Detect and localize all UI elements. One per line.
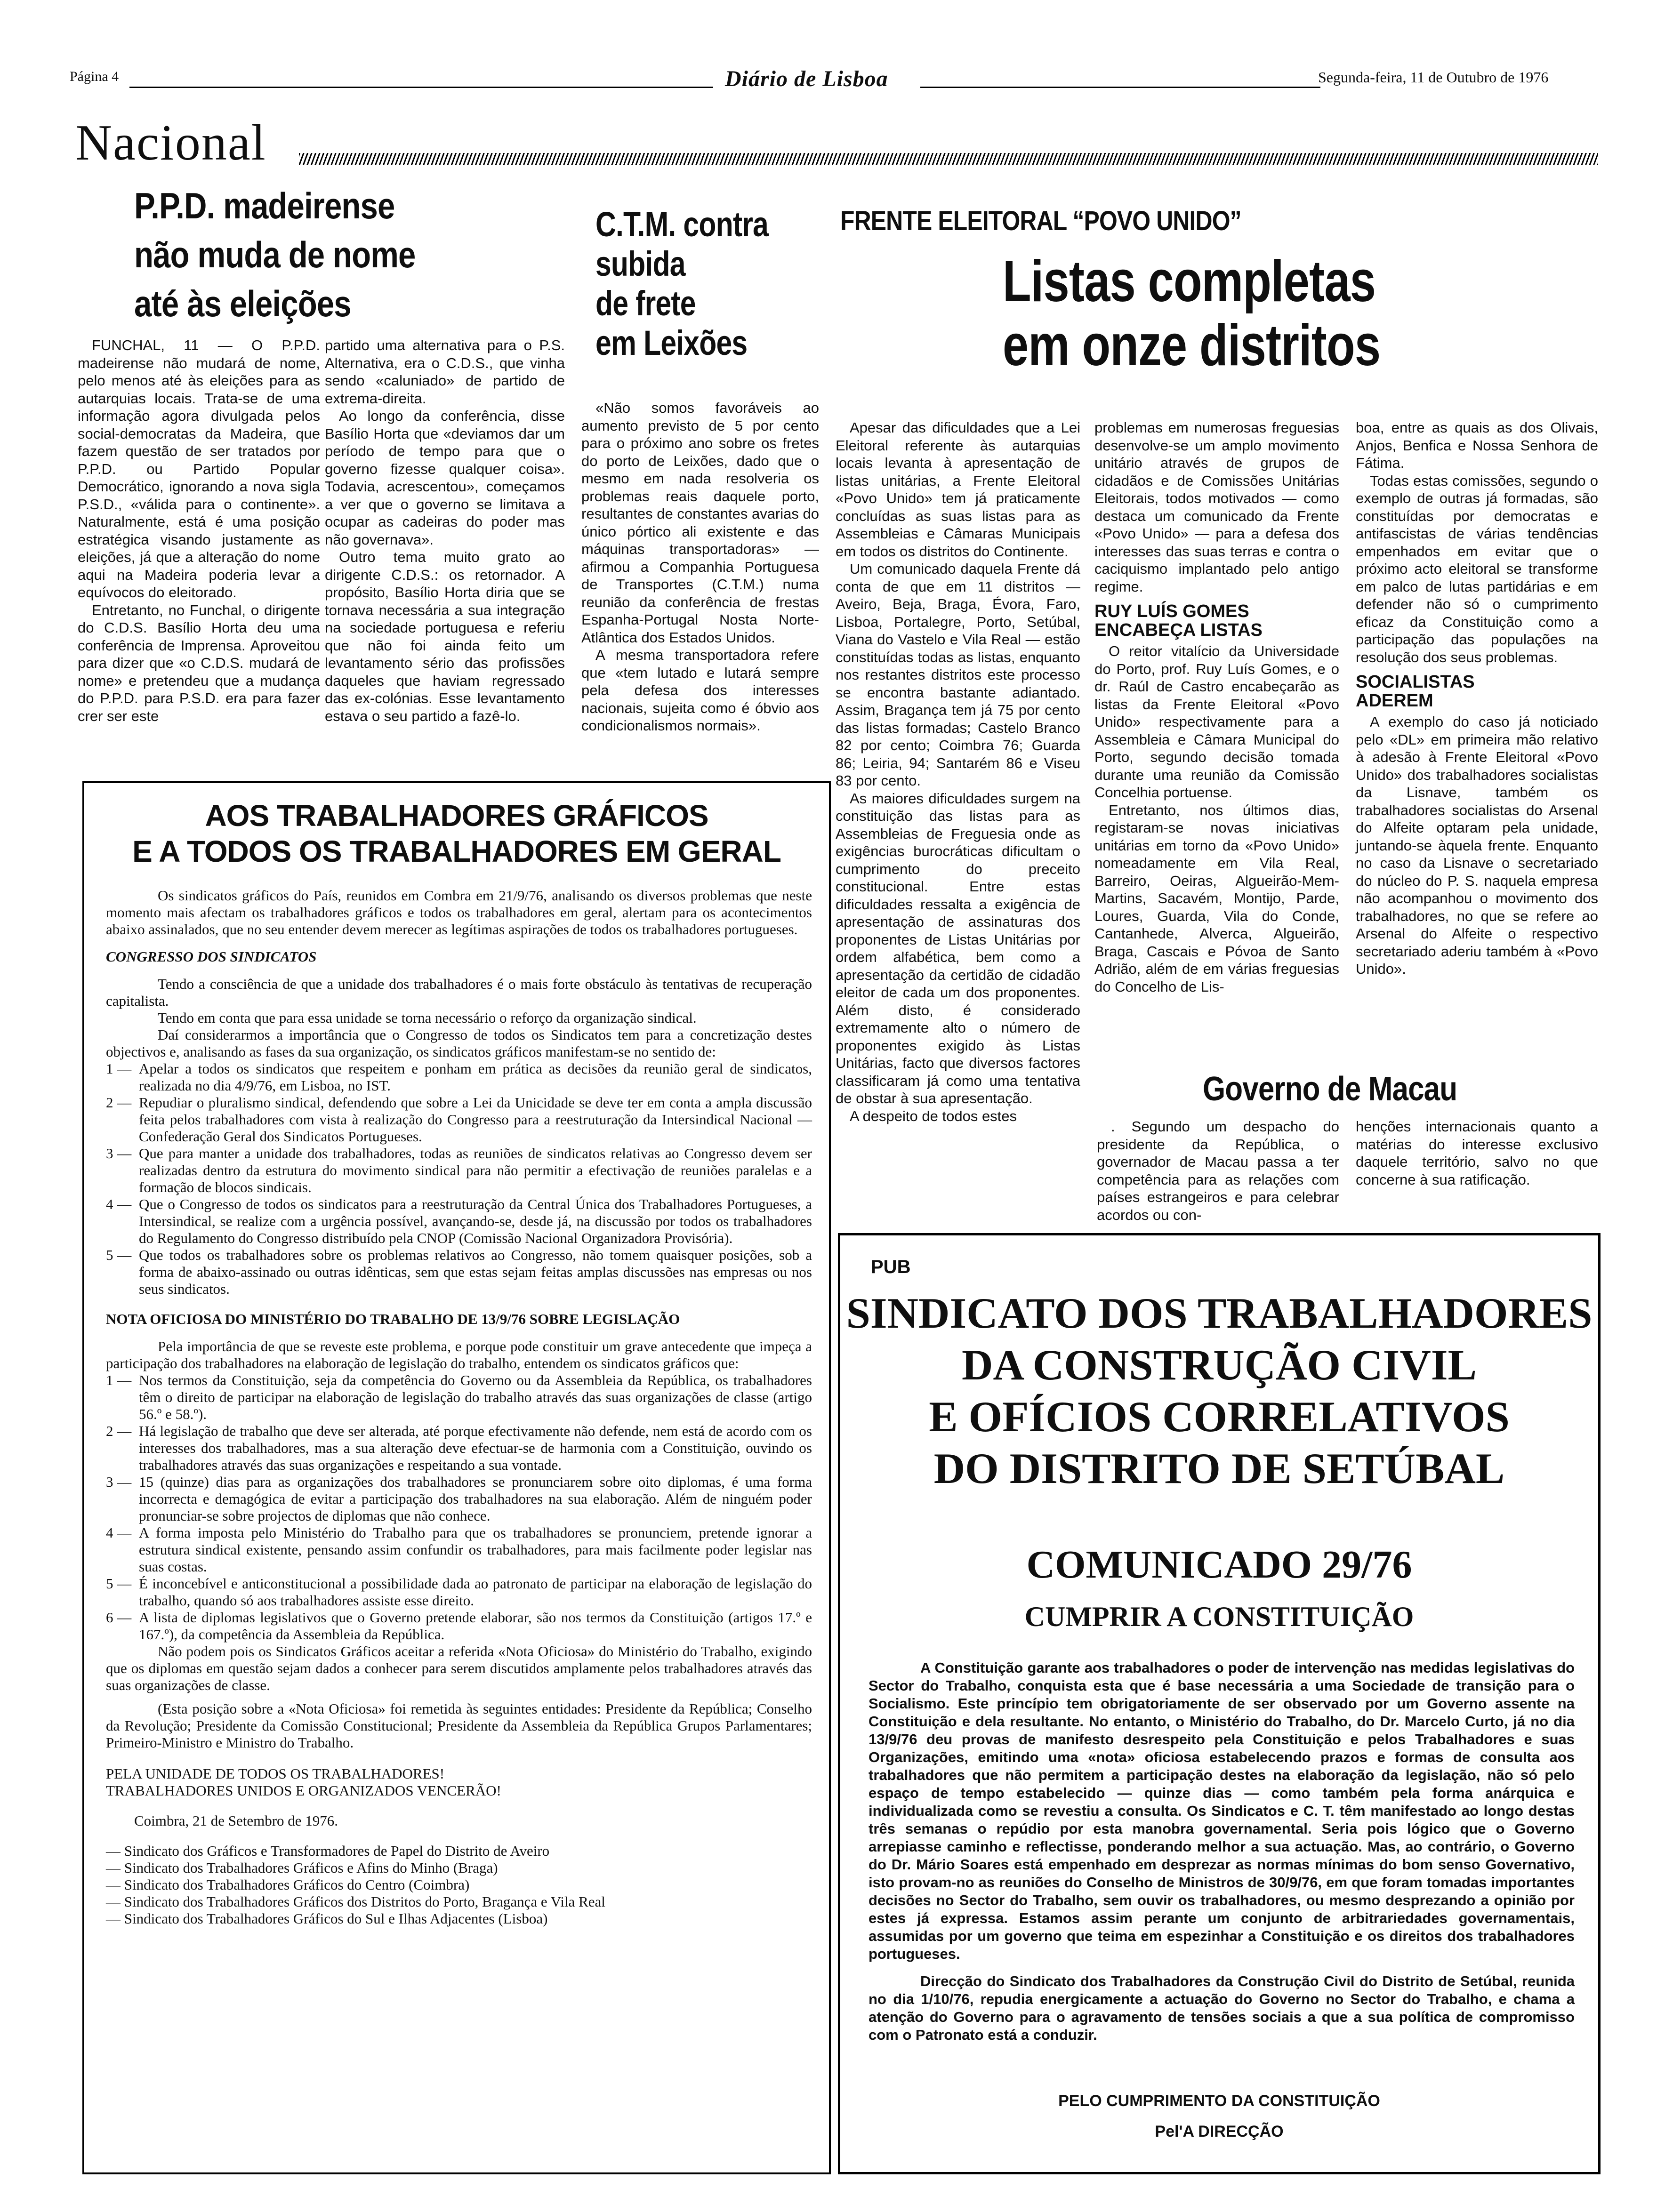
congresso-item-number: 2 — [106, 1094, 132, 1111]
congresso-item [106, 1094, 812, 1145]
frente-col1-para-1: Apesar das dificuldades que a Lei Eleitoral referente às autarquias locais levanta à apresentação de listas unitárias, a Frente Eleitoral «Povo Unido» tem já praticamente concluídas as suas listas para as Assembleias e Câmaras Municipais em todos os distritos do Continente. [836, 419, 1080, 560]
nota-item-number: 4 — [106, 1524, 132, 1541]
ppd-col1-para-2: Entretanto, no Funchal, o dirigente do C.D.S. Basílio Horta deu uma conferência de Imprensa. Aproveitou para dizer que «o C.D.S. mudará de nome» e pretendeu que a mudança do P.P.D. para P.S.D. era para fazer crer ser este [78, 601, 320, 724]
nota-sent: (Esta posição sobre a «Nota Oficiosa» foi remetida às seguintes entidades: Presidente da República; Conselho da Revolução; Presidente da Comissão Constitucional; Presidente da Assembleia da República Grupos Parlamentares; Primeiro-Ministro e Ministro do Trabalho. [106, 1700, 812, 1751]
slogan-2: TRABALHADORES UNIDOS E ORGANIZADOS VENCERÃO! [106, 1782, 501, 1799]
graficos-intro: Os sindicatos gráficos do País, reunidos em Combra em 21/9/76, analisando os diversos problemas que neste momento mais afectam os trabalhadores gráficos e todos os trabalhadores em geral, alertam para os acontecimentos abaixo assinalados, que no seu entender devem merecer as legítimas aspirações de todos os trabalhadores portugueses. [106, 887, 812, 938]
ctm-headline-line-2: subida [595, 244, 685, 283]
section-title: Nacional [75, 115, 266, 171]
congresso-item-text: Repudiar o pluralismo sindical, defendendo que sobre a Lei da Unicidade se deve ter em conta a ampla discussão feita pelos trabalhadores com vista à realização do Congresso para a reestruturação da Intersindical Nacional — Confederação Geral dos Sindicatos Portugueses. [139, 1094, 812, 1145]
frente-col1-para-2: Um comunicado daquela Frente dá conta de que em 11 distritos — Aveiro, Beja, Braga, Évora, Faro, Lisboa, Portalegre, Porto, Setúbal, Viana do Vastelo e Vila Real — estão constituídas todas as listas, enquanto nos restantes distritos este processo se encontra bastante adiantado. Assim, Bragança tem já 75 por cento das listas formadas; Castelo Branco 82 por cento; Coimbra 76; Guarda 86; Leiria, 94; Santarém 86 e Viseu 83 por cento. [836, 561, 1080, 789]
frente-subhead-ruy-2: ENCABEÇA LISTAS [1094, 620, 1263, 640]
pub-headline-line-2: DA CONSTRUÇÃO CIVIL [962, 1341, 1477, 1389]
signatory: — Sindicato dos Gráficos e Transformadores de Papel do Distrito de Aveiro [106, 1843, 550, 1859]
header-rule-left [129, 87, 713, 88]
macau-column-1 [1097, 1118, 1339, 1224]
place-date: Coimbra, 21 de Setembro de 1976. [134, 1812, 338, 1829]
nota-item-text: Há legislação de trabalho que deve ser alterada, até porque efectivamente não defende, nem está de acordo com os interesses dos trabalhadores, mas a sua alteração deve efectuar-se de harmonia com a Constituição, ouvindo os trabalhadores através das suas organizações e respeitando a sua vontade. [139, 1423, 812, 1473]
signatory: — Sindicato dos Trabalhadores Gráficos e Afins do Minho (Braga) [106, 1859, 498, 1876]
masthead: Diário de Lisboa [725, 66, 888, 91]
ppd-col2-para-1: partido uma alternativa para o P.S. Alternativa, era o C.D.S., que vinha sendo «caluniado» de partido de extrema-direita. [325, 337, 565, 407]
nota-item [106, 1423, 812, 1474]
frente-col3-para-3: A exemplo do caso já noticiado pelo «DL» em primeira mão relativo à adesão à Frente Eleitoral «Povo Unido» dos trabalhadores socialistas da Lisnave, também os trabalhadores socialistas do Arsenal do Alfeite optaram pela unidade, juntando-se àquela frente. Enquanto no caso da Lisnave o secretariado do núcleo do P. S. naquela empresa não acompanhou o movimento dos trabalhadores, no que se refere ao Arsenal do Alfeite o respectivo secretariado aderiu também à «Povo Unido». [1356, 713, 1598, 977]
pub-headline-line-4: DO DISTRITO DE SETÚBAL [933, 1444, 1505, 1492]
congresso-item-number: 1 — [106, 1060, 132, 1077]
nota-intro: Pela importância de que se reveste este problema, e porque pode constituir um grave antecedente que impeça a participação dos trabalhadores na elaboração de legislação do trabalho, entendem os sindicatos gráficos que: [106, 1338, 812, 1371]
issue-date: Segunda-feira, 11 de Outubro de 1976 [1318, 69, 1549, 86]
macau-headline: Governo de Macau [1203, 1070, 1457, 1108]
nota-item-text: É inconcebível e anticonstitucional a possibilidade dada ao patronato de participar na elaboração de legislação do trabalho, quando só aos trabalhadores assiste esse direito. [139, 1575, 812, 1609]
pub-closing-1: PELO CUMPRIMENTO DA CONSTITUIÇÃO [1058, 2092, 1380, 2110]
frente-col2-para-3: Entretanto, nos últimos dias, registaram-se novas iniciativas unitárias em torno da «Povo Unido» nomeadamente em Vila Real, Barreiro, Oeiras, Algueirão-Mem-Martins, Sacavém, Montijo, Parde, Loures, Guarda, Vila do Conde, Cantanhede, Alverca, Algueirão, Braga, Cascais e Póvoa de Santo Adrião, além de em várias freguesias do Concelho de Lis- [1094, 801, 1339, 995]
header-rule-right [920, 87, 1320, 88]
frente-kicker: FRENTE ELEITORAL “POVO UNIDO” [840, 206, 1241, 236]
signatory: — Sindicato dos Trabalhadores Gráficos do Sul e Ilhas Adjacentes (Lisboa) [106, 1910, 548, 1927]
nota-item-number: 5 — [106, 1575, 132, 1592]
congresso-item-text: Que todos os trabalhadores sobre os problemas relativos ao Congresso, não tomem quaisquer posições, sob a forma de abaixo-assinado ou outras idênticas, sem que estas sejam feitas amplas discussões nas empresas ou nos seus sindicatos. [139, 1247, 812, 1297]
signatory: — Sindicato dos Trabalhadores Gráficos do Centro (Coimbra) [106, 1876, 470, 1893]
ppd-headline-line-2: não muda de nome [134, 234, 416, 275]
congresso-item [106, 1247, 812, 1298]
ppd-col2-para-3: Outro tema muito grato ao dirigente C.D.S.: os retornador. A propósito, Basílio Horta diria que se tornava necessária a sua integração na sociedade portuguesa e referiu que não foi ainda feito um levantamento sério das profissões daqueles que haviam regressado das ex-colónias. Esse levantamento estava o seu partido a fazê-lo. [325, 549, 565, 724]
nota-item-number: 1 — [106, 1372, 132, 1388]
macau-col2-text: henções internacionais quanto a matérias do interesse exclusivo daquele território, salvo no que concerne à sua ratificação. [1356, 1118, 1598, 1188]
nota-title: NOTA OFICIOSA DO MINISTÉRIO DO TRABALHO DE 13/9/76 SOBRE LEGISLAÇÃO [106, 1311, 680, 1327]
pub-body-para-1: A Constituição garante aos trabalhadores o poder de intervenção nas medidas legislativas do Sector do Trabalho, conquista esta que é base necessária a uma Sociedade de transição para o Socialismo. Este princípio tem obrigatoriamente de ser observado por um Governo assente na Constituição e dela resultante. No entanto, o Ministério do Trabalho, do Dr. Marcelo Curto, já no dia 13/9/76 deu provas de manifesto desrespeito pela Constituição e pelos Trabalhadores e suas Organizações, emitindo uma «nota» oficiosa estabelecendo prazos e formas de consulta aos trabalhadores que não permitem a participação destes na elaboração da legislação, não só pelo espaço de tempo estabelecido — quinze dias — como também pela forma anárquica e individualizada como se revestiu a consulta. Os Sindicatos e C. T. têm manifestado ao longo destas três semanas o repúdio por esta manobra governamental. Seria pois lógico que o Governo arrepiasse caminho e reflectisse, ponderando melhor a sua actuação. Mas, ao contrário, o Governo do Dr. Mário Soares está empenhado em desprezar as normas mínimas do bom senso Governativo, isto provam-no as reuniões do Conselho de Ministros de 30/9/76, em que foram tomadas importantes decisões no Sector do Trabalho, sem ouvir os trabalhadores, ou mesmo desprezando a opinião por estes já expressa. Estamos assim perante um conjunto de arbitrariedades governamentais, assumidas por um governo que teima em espezinhar a Constituição e os direitos dos trabalhadores portugueses. [869, 1659, 1575, 1962]
graficos-headline-line-2: E A TODOS OS TRABALHADORES EM GERAL [132, 834, 781, 868]
frente-column-1 [836, 419, 1080, 1125]
nota-item-number: 3 — [106, 1474, 132, 1490]
congresso-item-number: 3 — [106, 1145, 132, 1162]
congresso-item-number: 4 — [106, 1196, 132, 1212]
nota-item-number: 6 — [106, 1609, 132, 1626]
congresso-item-number: 5 — [106, 1247, 132, 1263]
congresso-item [106, 1196, 812, 1247]
frente-col2-para-2: O reitor vitalício da Universidade do Porto, prof. Ruy Luís Gomes, e o dr. Raúl de Castro encabeçarão as listas da Frente Eleitoral «Povo Unido» respectivamente para a Assembleia e Câmara Municipal do Porto, segundo decisão tomada durante uma reunião da Comissão Concelhia portuense. [1094, 643, 1339, 801]
nota-item-text: 15 (quinze) dias para as organizações dos trabalhadores se pronunciarem sobre oito diplomas, é uma forma incorrecta e demagógica de evitar a participação dos trabalhadores na sua elaboração. Além de ninguém poder pronunciar-se sobre projectos de diplomas que não conhece. [139, 1474, 812, 1524]
frente-col3-para-1: boa, entre as quais as dos Olivais, Anjos, Benfica e Nossa Senhora de Fátima. [1356, 419, 1598, 471]
nota-item [106, 1524, 812, 1575]
nota-item [106, 1575, 812, 1609]
ctm-headline [595, 205, 812, 363]
congresso-para-2: Tendo em conta que para essa unidade se torna necessário o reforço da organização sindical. [158, 1010, 697, 1026]
section-title-hatch [299, 153, 1598, 165]
congresso-para-1: Tendo a consciência de que a unidade dos trabalhadores é o mais forte obstáculo às tentativas de recuperação capitalista. [106, 976, 812, 1009]
macau-column-2 [1356, 1118, 1598, 1188]
graficos-body [106, 887, 812, 1927]
frente-subhead-socialistas-1: SOCIALISTAS [1356, 672, 1475, 692]
frente-subhead-socialistas-2: ADEREM [1356, 691, 1433, 711]
page-number: Página 4 [70, 69, 119, 84]
graficos-headline [82, 798, 831, 869]
ppd-column-1 [78, 337, 320, 725]
nota-item-number: 2 — [106, 1423, 132, 1439]
frente-headline-line-2: em onze distritos [1003, 313, 1381, 378]
congresso-item-text: Que o Congresso de todos os sindicatos para a reestruturação da Central Única dos Trabalhadores Portugueses, a Intersindical, se realize com a urgência possível, avançando-se, desde já, na discussão por todos os trabalhadores do Regulamento do Congresso distribuído pela CNOP (Comissão Nacional Organizadora Provisória). [139, 1196, 812, 1246]
congresso-title: CONGRESSO DOS SINDICATOS [106, 948, 317, 965]
nota-item [106, 1474, 812, 1524]
frente-subhead-ruy-1: RUY LUÍS GOMES [1094, 601, 1249, 621]
pub-headline [838, 1287, 1601, 1494]
ctm-para-2: A mesma transportadora refere que «tem lutado e lutará sempre pela defesa dos interesses nacionais, sujeita como é óbvio aos condicionalismos normais». [581, 647, 819, 734]
ppd-headline [134, 181, 501, 328]
ctm-body [581, 399, 819, 735]
pub-subtitle: CUMPRIR A CONSTITUIÇÃO [1024, 1601, 1414, 1632]
congresso-item [106, 1060, 812, 1094]
ppd-column-2 [325, 337, 565, 725]
congresso-item [106, 1145, 812, 1196]
frente-col1-para-4: A despeito de todos estes [850, 1107, 1017, 1124]
pub-body [869, 1659, 1575, 2044]
nota-item-text: A lista de diplomas legislativos que o Governo pretende elaborar, são nos termos da Constituição (artigos 17.º e 167.º), da competência da Assembleia da República. [139, 1609, 812, 1643]
pub-closing-2: Pel'A DIRECÇÃO [1155, 2123, 1284, 2140]
ppd-col1-para-1: FUNCHAL, 11 — O P.P.D. madeirense não mudará de nome, pelo menos até às eleições para as autarquias locais. Trata-se de uma informação agora divulgada pelos social-democratas da Madeira, que fazem questão de ser tratados por P.P.D. ou Partido Popular Democrático, ignorando a nova sigla P.S.D., «válida para o continente». Naturalmente, está é uma posição estratégica visando justamente as eleições, já que a alteração do nome aqui na Madeira poderia levar a equívocos do eleitorado. [78, 337, 320, 601]
pub-headline-line-1: SINDICATO DOS TRABALHADORES [846, 1289, 1593, 1337]
congresso-item-text: Que para manter a unidade dos trabalhadores, todas as reuniões de sindicatos relativas ao Congresso devem ser realizadas dentro da estrutura do movimento sindical para não permitir a efectivação de reuniões paralelas e a formação de blocos sindicais. [139, 1145, 812, 1195]
frente-col1-para-3: As maiores dificuldades surgem na constituição das listas para as Assembleias de Freguesia onde as exigências burocráticas dificultam o cumprimento do preceito constitucional. Entre estas dificuldades ressalta a exigência de apresentação de assinaturas dos proponentes de Listas Unitárias por ordem alfabética, bem como a apresentação da certidão de cidadão eleitor de cada um dos proponentes. Além disto, é considerado extremamente alto o número de proponentes exigido às Listas Unitárias, facto que diversos factores classificaram já como uma tentativa de obstar à sua apresentação. [836, 790, 1080, 1106]
congresso-para-3: Daí considerarmos a importância que o Congresso de todos os Sindicatos tem para a concretização destes objectivos e, analisando as fases da sua organização, os sindicatos gráficos manifestam-se no sentido de: [106, 1026, 812, 1060]
macau-col1-text: . Segundo um despacho do presidente da República, o governador de Macau passa a ter competência para as relações com países estrangeiros e para celebrar acordos ou con- [1097, 1118, 1339, 1223]
nota-item-text: A forma imposta pelo Ministério do Trabalho para que os trabalhadores se pronunciem, pretende ignorar a estrutura sindical existente, pensando assim confundir os trabalhadores, para mais facilmente poder legislar nas suas costas. [139, 1524, 812, 1575]
frente-column-2 [1094, 419, 1339, 995]
nota-close: Não podem pois os Sindicatos Gráficos aceitar a referida «Nota Oficiosa» do Ministério do Trabalho, exigindo que os diplomas em questão sejam dados a conhecer para serem discutidos amplamente pelos trabalhadores através das suas organizações de classe. [106, 1643, 812, 1693]
graficos-headline-line-1: AOS TRABALHADORES GRÁFICOS [205, 799, 708, 833]
ppd-headline-line-3: até às eleições [134, 283, 351, 324]
ctm-para-1: «Não somos favoráveis ao aumento previsto de 5 por cento para o próximo ano sobre os fretes do porto de Leixões, dado que o mesmo em nada resolveria os problemas reais daquele porto, resultantes de constantes avarias do único pórtico ali existente e das máquinas transportadoras» — afirmou a Companhia Portuguesa de Transportes (C.T.M.) numa reunião da conferência de frestas Espanha-Portugal Nosta Norte-Atlântica dos Estados Unidos. [581, 400, 819, 646]
frente-col3-para-2: Todas estas comissões, segundo o exemplo de outras já formadas, são constituídas por democratas e antifascistas de várias tendências empenhados em evitar que o próximo acto eleitoral se transforme em palco de lutas partidárias e em defender não só o cumprimento eficaz da Constituição como a participação das populações na resolução dos seus problemas. [1356, 472, 1598, 665]
frente-subhead-ruy [1094, 602, 1339, 640]
ctm-headline-line-4: em Leixões [595, 323, 748, 362]
nota-item [106, 1372, 812, 1423]
pub-body-para-2: Direcção do Sindicato dos Trabalhadores da Construção Civil do Distrito de Setúbal, reunida no dia 1/10/76, repudia energicamente a actuação do Governo no Sector do Trabalho, e chama a atenção do Governo para o agravamento de tensões sociais a que a sua política de compromisso com o Patronato está a conduzir. [869, 1973, 1575, 2043]
congresso-item-text: Apelar a todos os sindicatos que respeitem e ponham em prática as decisões da reunião geral de sindicatos, realizada no dia 4/9/76, em Lisboa, no IST. [139, 1060, 812, 1094]
frente-headline [1003, 249, 1520, 377]
signatory: — Sindicato dos Trabalhadores Gráficos dos Distritos do Porto, Bragança e Vila Real [106, 1893, 605, 1910]
ppd-headline-line-1: P.P.D. madeirense [134, 185, 395, 226]
pub-headline-line-3: E OFÍCIOS CORRELATIVOS [929, 1393, 1510, 1441]
nota-item-text: Nos termos da Constituição, seja da competência do Governo ou da Assembleia da República, os trabalhadores têm o direito de participar na elaboração de legislação do trabalho através das suas organizações de classe (artigo 56.º e 58.º). [139, 1372, 812, 1422]
pub-comunicado: COMUNICADO 29/76 [1026, 1543, 1412, 1587]
slogan-1: PELA UNIDADE DE TODOS OS TRABALHADORES! [106, 1765, 445, 1782]
frente-column-3 [1356, 419, 1598, 978]
ctm-headline-line-3: de frete [595, 284, 696, 323]
ppd-col2-para-2: Ao longo da conferência, disse Basílio Horta que «deviamos dar um período de tempo para que o governo fizesse qualquer coisa». Todavia, acrescentou», começamos a ver que o governo se limitava a ocupar as cadeiras do poder mas não governava». [325, 408, 565, 548]
pub-label: PUB [871, 1257, 911, 1277]
frente-headline-line-1: Listas completas [1003, 249, 1376, 314]
frente-subhead-socialistas [1356, 673, 1598, 710]
nota-item [106, 1609, 812, 1643]
frente-col2-para-1: problemas em numerosas freguesias desenvolve-se um amplo movimento unitário através de grupos de cidadãos e de Comissões Unitárias Eleitorais, todos motivados — como destaca um comunicado da Frente «Povo Unido» — para a defesa dos interesses das suas terras e contra o caciquismo implantado pelo antigo regime. [1094, 419, 1339, 595]
ctm-headline-line-1: C.T.M. contra [595, 205, 768, 244]
